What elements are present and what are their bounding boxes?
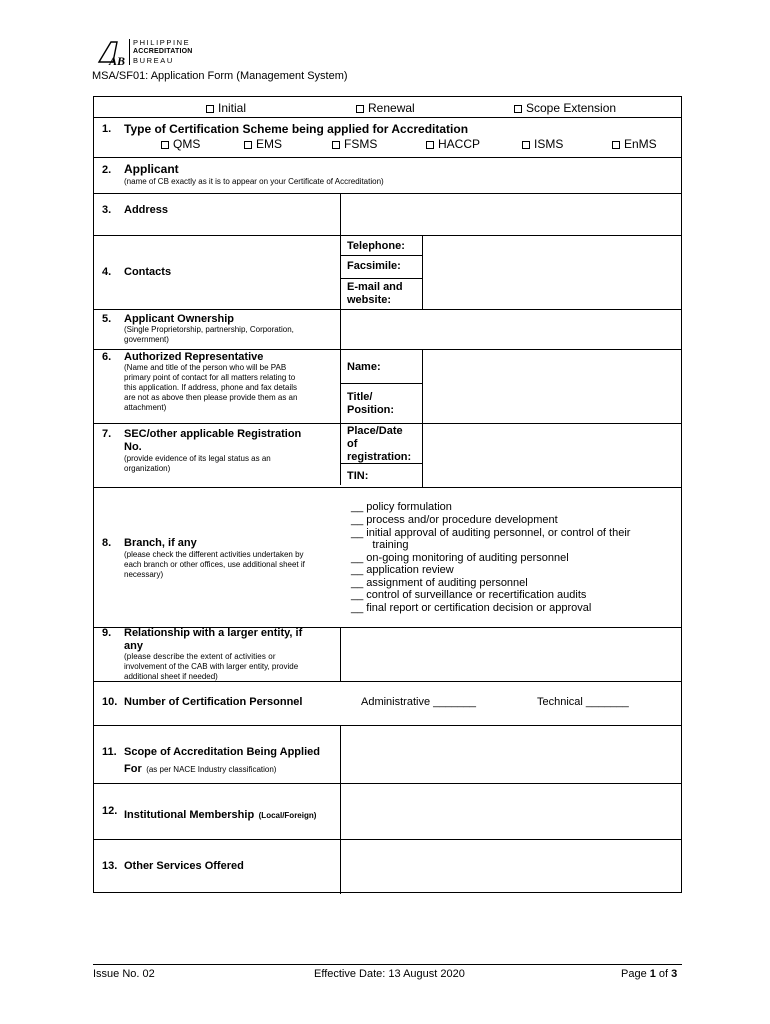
page-number: Page 1 of 3 — [621, 968, 678, 980]
relationship-label-2: any — [124, 640, 143, 652]
column-divider — [340, 193, 341, 485]
logo-divider — [129, 39, 130, 65]
activity-item[interactable]: __ process and/or procedure development — [351, 514, 558, 526]
activity-item[interactable]: __ application review — [351, 564, 454, 576]
membership-label: Institutional Membership (Local/Foreign) — [124, 809, 317, 821]
application-form — [93, 96, 682, 893]
column-divider — [340, 627, 341, 681]
position-label: Position: — [347, 404, 395, 416]
checkbox-icon — [206, 105, 214, 113]
scope-label-2: For (as per NACE Industry classification) — [124, 763, 277, 775]
checkbox-icon — [332, 141, 340, 149]
checkbox-haccp[interactable]: HACCP — [426, 137, 480, 151]
divider — [94, 117, 681, 118]
place-date-label: Place/Date — [347, 425, 403, 437]
divider — [94, 487, 681, 488]
divider — [340, 255, 422, 256]
applicant-note: (name of CB exactly as it is to appear on your Certificate of Accreditation) — [124, 177, 384, 186]
issue-number: Issue No. 02 — [93, 968, 155, 980]
telephone-field[interactable] — [424, 236, 680, 254]
checkbox-icon — [522, 141, 530, 149]
row-number: 10. — [102, 696, 118, 708]
email-label: E-mail and — [347, 281, 403, 293]
row-number: 9. — [102, 627, 112, 639]
checkbox-fsms[interactable]: FSMS — [332, 137, 377, 151]
activity-item[interactable]: __ initial approval of auditing personnel, or control of their — [351, 527, 631, 539]
authorized-rep-note-5: attachment) — [124, 403, 167, 412]
address-field[interactable] — [342, 195, 680, 233]
ownership-note-1: (Single Proprietorship, partnership, Corporation, — [124, 325, 294, 334]
place-date-label: of — [347, 438, 358, 450]
registration-note-2: organization) — [124, 464, 171, 473]
relationship-label-1: Relationship with a larger entity, if — [124, 627, 303, 639]
facsimile-field[interactable] — [424, 256, 680, 277]
document-title: MSA/SF01: Application Form (Management System) — [92, 70, 348, 82]
checkbox-icon — [244, 141, 252, 149]
tin-label: TIN: — [347, 470, 369, 482]
ownership-field[interactable] — [342, 310, 680, 348]
activity-item-continued: training — [351, 539, 409, 551]
checkbox-qms[interactable]: QMS — [161, 137, 200, 151]
checkbox-renewal[interactable]: Renewal — [356, 101, 415, 115]
relationship-note-2: involvement of the CAB with larger entity, provide — [124, 662, 299, 671]
telephone-label: Telephone: — [347, 240, 405, 252]
pab-logo — [97, 38, 207, 66]
checkbox-ems[interactable]: EMS — [244, 137, 282, 151]
facsimile-label: Facsimile: — [347, 260, 401, 272]
registration-label-2: No. — [124, 441, 142, 453]
branch-note-1: (please check the different activities undertaken by — [124, 550, 304, 559]
branch-label: Branch, if any — [124, 537, 197, 549]
effective-date: Effective Date: 13 August 2020 — [314, 968, 465, 980]
checkbox-initial[interactable]: Initial — [206, 101, 246, 115]
activity-item[interactable]: __ assignment of auditing personnel — [351, 577, 528, 589]
address-label: Address — [124, 204, 169, 216]
checkbox-icon — [426, 141, 434, 149]
row-number: 12. — [102, 805, 118, 817]
authorized-rep-note-2: primary point of contact for all matters relating to — [124, 373, 296, 382]
row-number: 3. — [102, 204, 112, 216]
scope-label-1: Scope of Accreditation Being Applied — [124, 746, 320, 758]
activity-item[interactable]: __ policy formulation — [351, 501, 452, 513]
certification-scheme-title: Type of Certification Scheme being applied for Accreditation — [124, 122, 469, 136]
name-label: Name: — [347, 361, 381, 373]
email-website-field[interactable] — [424, 279, 680, 308]
row-number: 11. — [102, 746, 117, 758]
checkbox-icon — [161, 141, 169, 149]
column-divider — [422, 349, 423, 487]
ownership-label: Applicant Ownership — [124, 313, 235, 325]
row-number: 4. — [102, 266, 112, 278]
membership-field[interactable] — [342, 784, 680, 838]
checkbox-icon — [612, 141, 620, 149]
title-label: Title/ — [347, 391, 373, 403]
row-number: 5. — [102, 313, 112, 325]
checkbox-scope-extension[interactable]: Scope Extension — [514, 101, 616, 115]
footer-divider — [93, 964, 682, 965]
activity-item[interactable]: __ control of surveillance or recertification audits — [351, 589, 587, 601]
column-divider — [340, 725, 341, 894]
technical-count[interactable]: Technical _______ — [537, 696, 629, 708]
row-number: 1. — [102, 123, 112, 135]
other-services-field[interactable] — [342, 840, 680, 892]
website-label: website: — [347, 294, 392, 306]
branch-note-3: necessary) — [124, 570, 164, 579]
row-number: 2. — [102, 164, 112, 176]
checkbox-icon — [514, 105, 522, 113]
personnel-label: Number of Certification Personnel — [124, 696, 303, 708]
row-number: 6. — [102, 351, 112, 363]
other-services-label: Other Services Offered — [124, 860, 244, 872]
svg-text:AB: AB — [109, 54, 126, 66]
checkbox-isms[interactable]: ISMS — [522, 137, 563, 151]
tin-field[interactable] — [424, 464, 680, 486]
registration-label-1: SEC/other applicable Registration — [124, 428, 302, 440]
row-number: 7. — [102, 428, 112, 440]
ownership-note-2: government) — [124, 335, 169, 344]
authorized-rep-note-4: are not as above then please provide them as an — [124, 393, 298, 402]
pab-logo-mark-icon — [97, 38, 131, 66]
relationship-note-3: additional sheet if needed) — [124, 672, 218, 681]
divider — [340, 463, 422, 464]
checkbox-enms[interactable]: EnMS — [612, 137, 657, 151]
column-divider — [422, 235, 423, 309]
row-number: 8. — [102, 537, 112, 549]
checkbox-icon — [356, 105, 364, 113]
divider — [94, 193, 681, 194]
authorized-rep-note-3: this application. If address, phone and fax details — [124, 383, 297, 392]
title-position-field[interactable] — [424, 384, 680, 422]
administrative-count[interactable]: Administrative _______ — [361, 696, 476, 708]
divider — [340, 383, 422, 384]
divider — [340, 278, 422, 279]
registration-note-1: (provide evidence of its legal status as an — [124, 454, 271, 463]
activity-item[interactable]: __ on-going monitoring of auditing personnel — [351, 552, 569, 564]
place-date-field[interactable] — [424, 424, 680, 462]
applicant-label: Applicant — [124, 162, 179, 176]
divider — [94, 157, 681, 158]
activity-item[interactable]: __ final report or certification decision or approval — [351, 602, 592, 614]
relationship-field[interactable] — [342, 628, 680, 680]
authorized-rep-note-1: (Name and title of the person who will be PAB — [124, 363, 287, 372]
row-number: 13. — [102, 860, 118, 872]
name-field[interactable] — [424, 350, 680, 382]
place-date-label: registration: — [347, 451, 412, 463]
branch-note-2: each branch or other offices, use additional sheet if — [124, 560, 305, 569]
scope-field[interactable] — [342, 726, 680, 782]
relationship-note-1: (please describe the extent of activities or — [124, 652, 276, 661]
logo-text: PHILIPPINE ACCREDITATION BUREAU — [133, 38, 193, 65]
contacts-label: Contacts — [124, 266, 172, 278]
authorized-rep-label: Authorized Representative — [124, 351, 264, 363]
